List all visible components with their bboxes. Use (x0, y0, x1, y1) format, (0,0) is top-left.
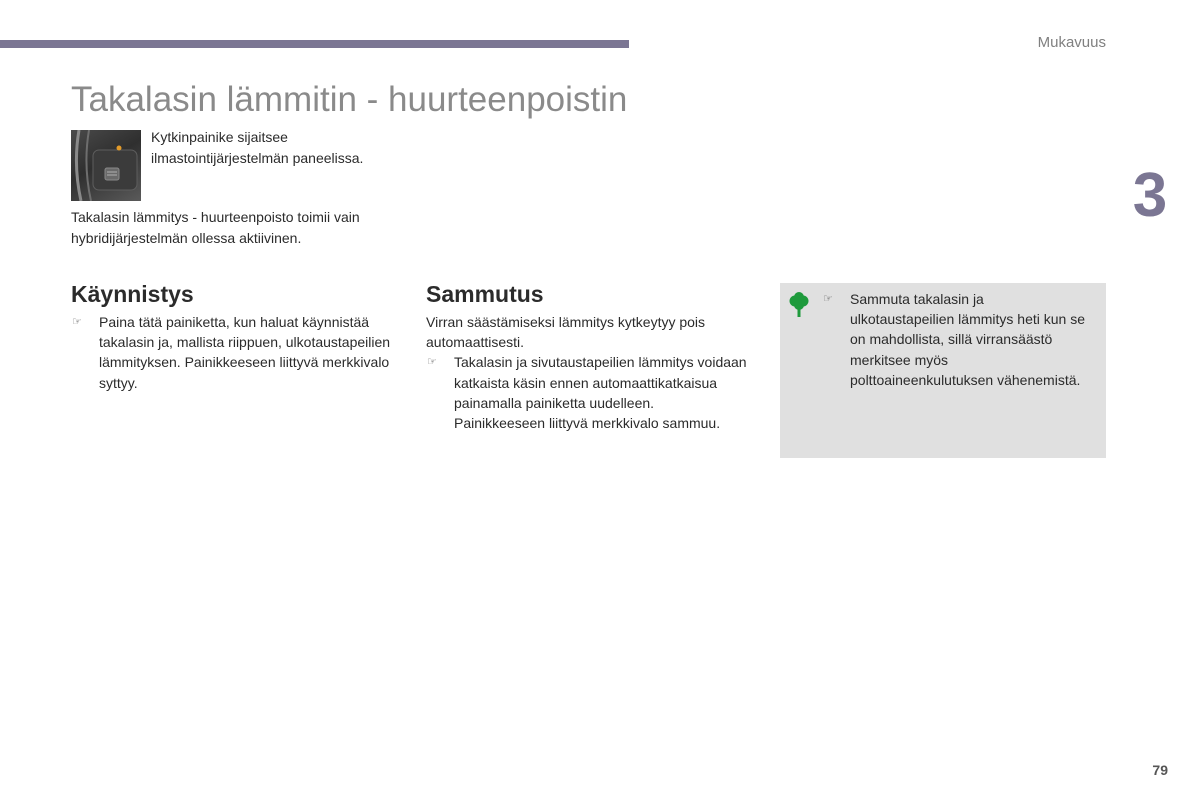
start-section (71, 312, 391, 393)
stop-section (426, 312, 748, 433)
start-heading: Käynnistys (71, 281, 194, 307)
start-bullet (71, 312, 391, 393)
stop-heading: Sammutus (426, 281, 544, 307)
hybrid-note: Takalasin lämmitys - huurteenpoisto toimii vain hybridijärjestelmän ollessa aktiivinen. (71, 209, 360, 246)
defrost-button-photo (71, 130, 141, 201)
eco-tip-text: Sammuta takalasin ja ulkotaustapeilien lämmitys heti kun se on mahdollista, sillä virransäästö merkitsee myös polttoaineenkulutuksen vähenemistä. (850, 291, 1086, 388)
pointing-finger-icon: ☞ (72, 316, 82, 328)
header-accent-bar (0, 40, 629, 48)
eco-tip-box (780, 283, 1106, 458)
stop-bullet-text: Takalasin ja sivutaustapeilien lämmitys voidaan katkaista käsin ennen automaattikatkaisua painamalla painiketta uudelleen. Painikkeeseen liittyvä merkkivalo sammuu. (454, 354, 747, 432)
start-bullet-text: Paina tätä painiketta, kun haluat käynnistää takalasin ja, mallista riippuen, ulkotaustapeilien lämmityksen. Painikkeeseen liittyvä merkkivalo syttyy. (99, 314, 391, 391)
stop-bullet (426, 352, 748, 433)
page-title: Takalasin lämmitin - huurteenpoistin (71, 80, 628, 119)
chapter-number: 3 (1132, 161, 1168, 230)
section-label: Mukavuus (1037, 34, 1106, 51)
page-number: 79 (1152, 762, 1168, 778)
pointing-finger-icon: ☞ (823, 293, 833, 305)
eco-tree-icon (788, 292, 810, 318)
pointing-finger-icon: ☞ (427, 356, 437, 369)
intro-text: Kytkinpainike sijaitsee ilmastointijärjestelmän paneelissa. (151, 129, 364, 166)
stop-text: Virran säästämiseksi lämmitys kytkeytyy pois automaattisesti. (426, 314, 706, 351)
